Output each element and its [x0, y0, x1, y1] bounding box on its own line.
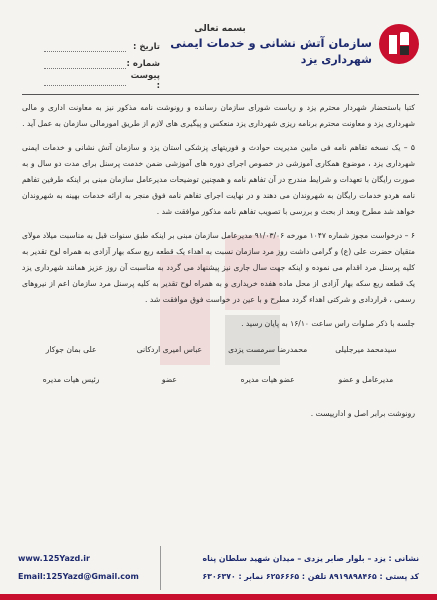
signatory-role: مدیرعامل و عضو: [338, 375, 394, 384]
number-label: شماره :: [126, 58, 160, 69]
website-link[interactable]: www.125Yazd.ir: [18, 554, 90, 563]
letter-body: [22, 100, 415, 430]
closing-line: جلسه با ذکر صلوات راس ساعت ۱۶/۱۰ به پایان رسید .: [241, 319, 415, 328]
attachment-label: پیوست :: [130, 70, 160, 91]
footer-accent-bar: [0, 594, 437, 600]
signatories: [22, 342, 415, 388]
letterhead: [0, 0, 437, 92]
signatory-role: رئیس هیات مدیره: [42, 375, 100, 384]
attachment-line: [44, 76, 126, 86]
bismillah-heading: بسمه تعالی: [194, 24, 246, 34]
paragraph-5: ۵ – یک نسخه تفاهم نامه فی مابین مدیریت حوادث و فوریتهای پزشکی استان یزد و سازمان آتش نشانی و خدمات ایمنی شهرداری یزد ، موضوع همکاری آموزشی در خصوص اجرای دوره های آموزشی ضمن خدمت پرسنل برای مدت دو سال و به صورت رایگان با تعهدات و شرایط مندرج در آن تفاهم نامه و همچنین توضیحات مدیرعامل سازمان مبنی بر اینکه طرفین تفاهم نامه هردو خدمات رایگان به شهروندان می دهند و در نهایت اجرای تفاهم نامه فوق منجر به ارائه خدمات بهینه به شهروندان خواهد شد مطرح وبعد از بحث و بررسی با تصویب تفاهم نامه مذکور موافقت شد .: [22, 143, 415, 216]
copy-certification-line: رونوشت برابر اصل و ادارییست .: [310, 409, 415, 418]
org-name-line1: سازمان آتش نشانی و خدمات ایمنی: [170, 36, 372, 50]
header-divider: [22, 94, 419, 95]
signatory-name: علی بمان جوکار: [45, 345, 97, 354]
signatory-role: عضو هیات مدیره: [240, 375, 295, 384]
date-field: [40, 38, 160, 55]
address-line: نشانی : یزد – بلوار صابر یزدی – میدان شهید سلطان پناه: [202, 554, 419, 563]
organization-name: [170, 36, 372, 66]
fire-department-logo-icon: [379, 24, 419, 64]
attachment-field: [40, 72, 160, 89]
signatory-name: عباس امیری اردکانی: [136, 345, 203, 354]
org-name-line2: شهرداری یزد: [300, 53, 372, 66]
footer-contact: [18, 550, 139, 586]
letter-footer: [0, 540, 437, 600]
letter-meta-fields: [40, 38, 160, 89]
paragraph-6: ۶ – درخواست مجوز شماره ۱۰۴۷ مورخه ۹۱/۰۳/۰۶ مدیرعامل سازمان مبنی بر اینکه طبق سنوات قبل به مناسبت میلاد مولای متقیان حضرت علی (ع) و گرامی داشت روز مرد سازمان نسبت به اهداء یک قطعه ربع سکه بهار آزادی به همراه لوح تقدیر به کلیه پرسنل مرد اقدام می نموده و اینکه جهت سال جاری نیز پیشنهاد می گردد به مناسبت آن روز عزیز همانند شهرداری یزد یک قطعه ربع سکه بهار آزادی از محل ماده هفده خریداری و به همراه لوح تقدیر به کلیه پرسنل مرد سازمان اعم از نیروهای رسمی ، قراردادی و شرکتی اهداء گردد مطرح و با عین در خواست فوق موافقت شد .: [22, 231, 415, 304]
postal-phone-fax-line: کد پستی : ۸۹۱۹۸۹۸۴۶۵ تلفن : ۶۲۵۶۶۶۵ نمابر : ۶۳۰۶۳۷۰: [202, 572, 419, 581]
date-line: [44, 42, 126, 52]
signatory-name: محمدرضا سرمست یزدی: [228, 345, 308, 354]
footer-divider: [160, 546, 161, 590]
number-line: [44, 59, 126, 69]
email-link[interactable]: Email:125Yazd@Gmail.com: [18, 572, 139, 581]
signatory-role: عضو: [161, 375, 177, 384]
paragraph-1: کتبا باستحضار شهردار محترم یزد و ریاست شورای سازمان رسانده و رونوشت نامه مذکور نیز به معاونت اداری و مالی شهرداری یزد و معاونت محترم برنامه ریزی شهرداری یزد منعکس و پیگیری های لازم از طریق امورمالی سازمان به عمل آید .: [22, 103, 415, 128]
signatory-name: سیدمحمد میرجلیلی: [335, 345, 397, 354]
date-label: تاریخ :: [133, 41, 160, 52]
number-field: [40, 55, 160, 72]
footer-address: [169, 550, 419, 586]
